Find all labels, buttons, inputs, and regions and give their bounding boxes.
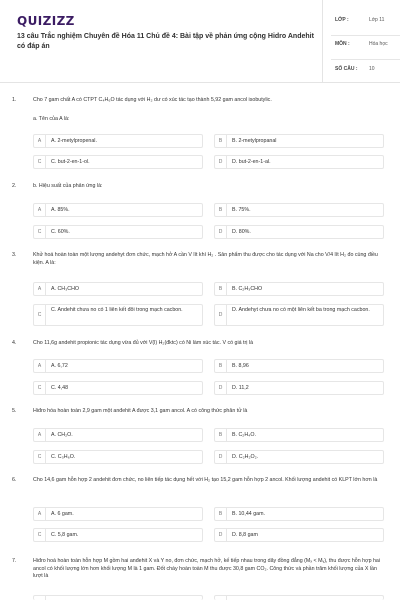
meta-divider bbox=[331, 35, 400, 36]
option-c[interactable] bbox=[33, 528, 203, 542]
option-text: B. C₂H₄O. bbox=[232, 432, 256, 438]
option-letter: C bbox=[34, 382, 46, 394]
option-b[interactable] bbox=[214, 428, 384, 442]
option-letter: C bbox=[34, 451, 46, 463]
option-b[interactable] bbox=[214, 359, 384, 373]
option-text: B. 2-metylpropanal bbox=[232, 138, 277, 144]
option-letter: B bbox=[215, 508, 227, 520]
option-text: C. Andehit chưa no có 1 liên kết đôi trong mạch cacbon. bbox=[51, 307, 183, 313]
option-text: D. 11,2 bbox=[232, 385, 249, 391]
option-c[interactable] bbox=[33, 450, 203, 464]
option-text: C. 60%. bbox=[51, 229, 70, 235]
meta-class-label: LỚP : bbox=[335, 17, 349, 23]
option-d[interactable] bbox=[214, 381, 384, 395]
question-text: b. Hiệu suất của phản ứng là: bbox=[33, 183, 103, 189]
option-letter: D bbox=[215, 226, 227, 238]
option-letter: C bbox=[34, 529, 46, 541]
option-c[interactable] bbox=[33, 304, 203, 326]
option-text: B. 75%. bbox=[232, 207, 251, 213]
option-letter: D bbox=[215, 451, 227, 463]
option-text: A. CH₃CHO bbox=[51, 286, 80, 292]
question-number: 3. bbox=[12, 252, 17, 258]
option-letter: D bbox=[215, 156, 227, 168]
option-letter: A bbox=[34, 508, 46, 520]
option-letter: C bbox=[34, 156, 46, 168]
option-text: C. C₃H₆O. bbox=[51, 454, 76, 460]
option-b[interactable] bbox=[214, 595, 384, 600]
option-c[interactable] bbox=[33, 225, 203, 239]
option-letter: C bbox=[34, 305, 46, 325]
question-text: Hiđro hoá hoàn toàn hỗn hợp M gồm hai anđehit X và Y no, đơn chức, mạch hở, kế tiếp nhau trong dãy đồng đẳng (Mₓ < Mᵧ), thu được hỗn hợp hai ancol có khối lượng lớn hơn khối lượng M là 1 gam. Đốt cháy hoàn toàn M thu được 30,8 gam CO₂. Công thức và phần trăm khối lượng của X lần lượt là bbox=[33, 558, 381, 580]
option-letter: A bbox=[34, 135, 46, 147]
question-number: 7. bbox=[12, 558, 17, 564]
meta-count-value: 10 bbox=[369, 66, 375, 72]
quizizz-logo: QUIZIZZ bbox=[17, 14, 75, 28]
question-text: Khử hoá hoàn toàn một lượng andehyt đơn chức, mạch hở A cần V lít khí H₂ . Sản phẩm thu được cho tác dụng với Na cho V/4 lít H₂ đo cùng điều kiện. A là: bbox=[33, 252, 378, 266]
question-number: 5. bbox=[12, 408, 17, 414]
option-letter: B bbox=[215, 429, 227, 441]
option-letter: A bbox=[34, 429, 46, 441]
option-a[interactable] bbox=[33, 428, 203, 442]
meta-subject-value: Hóa học bbox=[369, 41, 388, 47]
option-text: C. 5,8 gam. bbox=[51, 532, 79, 538]
option-d[interactable] bbox=[214, 225, 384, 239]
meta-divider bbox=[331, 59, 400, 60]
option-text: D. 8,8 gam bbox=[232, 532, 258, 538]
option-text: A. CH₂O. bbox=[51, 432, 73, 438]
option-d[interactable] bbox=[214, 304, 384, 326]
option-text: A. 6,72 bbox=[51, 363, 68, 369]
option-a[interactable] bbox=[33, 203, 203, 217]
question-number: 6. bbox=[12, 477, 17, 483]
question-text: Hiđro hóa hoàn toàn 2,9 gam một anđehit A được 3,1 gam ancol. A có công thức phân tử là bbox=[33, 408, 248, 414]
option-d[interactable] bbox=[214, 528, 384, 542]
option-text: D. C₂H₂O₂. bbox=[232, 454, 259, 460]
option-a[interactable] bbox=[33, 134, 203, 148]
option-d[interactable] bbox=[214, 450, 384, 464]
header bbox=[0, 0, 400, 82]
meta-count-label: SỐ CÂU : bbox=[335, 66, 358, 72]
option-d[interactable] bbox=[214, 155, 384, 169]
option-a[interactable] bbox=[33, 282, 203, 296]
option-a[interactable] bbox=[33, 507, 203, 521]
option-text: A. 2-metylpropenal. bbox=[51, 138, 97, 144]
question-number: 4. bbox=[12, 340, 17, 346]
question-subtext: a. Tên của A là: bbox=[33, 116, 70, 122]
option-letter: A bbox=[34, 283, 46, 295]
option-letter: A bbox=[34, 360, 46, 372]
option-letter bbox=[34, 596, 46, 600]
option-letter bbox=[215, 596, 227, 600]
meta-subject-label: MÔN : bbox=[335, 41, 350, 47]
option-text: B. C₂H₃CHO bbox=[232, 286, 263, 292]
option-text: A. 85%. bbox=[51, 207, 70, 213]
question-text: Cho 11,6g andehit propionic tác dụng vừa đủ với V(l) H₂(đktc) có Ni làm xúc tác. V có giá trị là bbox=[33, 340, 254, 346]
meta-block bbox=[322, 0, 400, 82]
question-number: 1. bbox=[12, 97, 17, 103]
option-b[interactable] bbox=[214, 203, 384, 217]
header-divider bbox=[0, 82, 400, 83]
question-text: Cho 14,6 gam hỗn hợp 2 andehit đơn chức, no liên tiếp tác dụng hết với H₂ tạo 15,2 gam hỗn hợp 2 ancol. Khối lượng andehit có KLPT lớn hơn là bbox=[33, 477, 378, 483]
option-letter: B bbox=[215, 283, 227, 295]
option-b[interactable] bbox=[214, 507, 384, 521]
option-text: B. 8,96 bbox=[232, 363, 249, 369]
option-text: A. 6 gam. bbox=[51, 511, 74, 517]
option-letter: D bbox=[215, 305, 227, 325]
option-letter: B bbox=[215, 360, 227, 372]
option-letter: D bbox=[215, 382, 227, 394]
option-text: B. 10,44 gam. bbox=[232, 511, 265, 517]
option-a[interactable] bbox=[33, 595, 203, 600]
option-letter: B bbox=[215, 204, 227, 216]
option-c[interactable] bbox=[33, 381, 203, 395]
option-letter: C bbox=[34, 226, 46, 238]
option-text: C. 4,48 bbox=[51, 385, 69, 391]
page-title: 13 câu Trắc nghiệm Chuyên đề Hóa 11 Chủ đề 4: Bài tập về phản ứng cộng Hidro Andehit có đáp án bbox=[17, 33, 314, 50]
option-text: D. 80%. bbox=[232, 229, 251, 235]
option-letter: B bbox=[215, 135, 227, 147]
option-text: C. but-2-en-1-ol. bbox=[51, 159, 90, 165]
option-letter: A bbox=[34, 204, 46, 216]
option-text: D. but-2-en-1-al. bbox=[232, 159, 271, 165]
question-text: Cho 7 gam chất A có CTPT C₄H₆O tác dụng với H₂ dư có xúc tác tạo thành 5,92 gam ancol isobutylic. bbox=[33, 97, 272, 103]
option-b[interactable] bbox=[214, 282, 384, 296]
option-c[interactable] bbox=[33, 155, 203, 169]
option-a[interactable] bbox=[33, 359, 203, 373]
option-letter: D bbox=[215, 529, 227, 541]
meta-class-value: Lớp 11 bbox=[369, 17, 385, 23]
question-number: 2. bbox=[12, 183, 17, 189]
option-text: D. Andehyt chưa no có một liên kết ba trong mạch cacbon. bbox=[232, 307, 370, 313]
option-b[interactable] bbox=[214, 134, 384, 148]
